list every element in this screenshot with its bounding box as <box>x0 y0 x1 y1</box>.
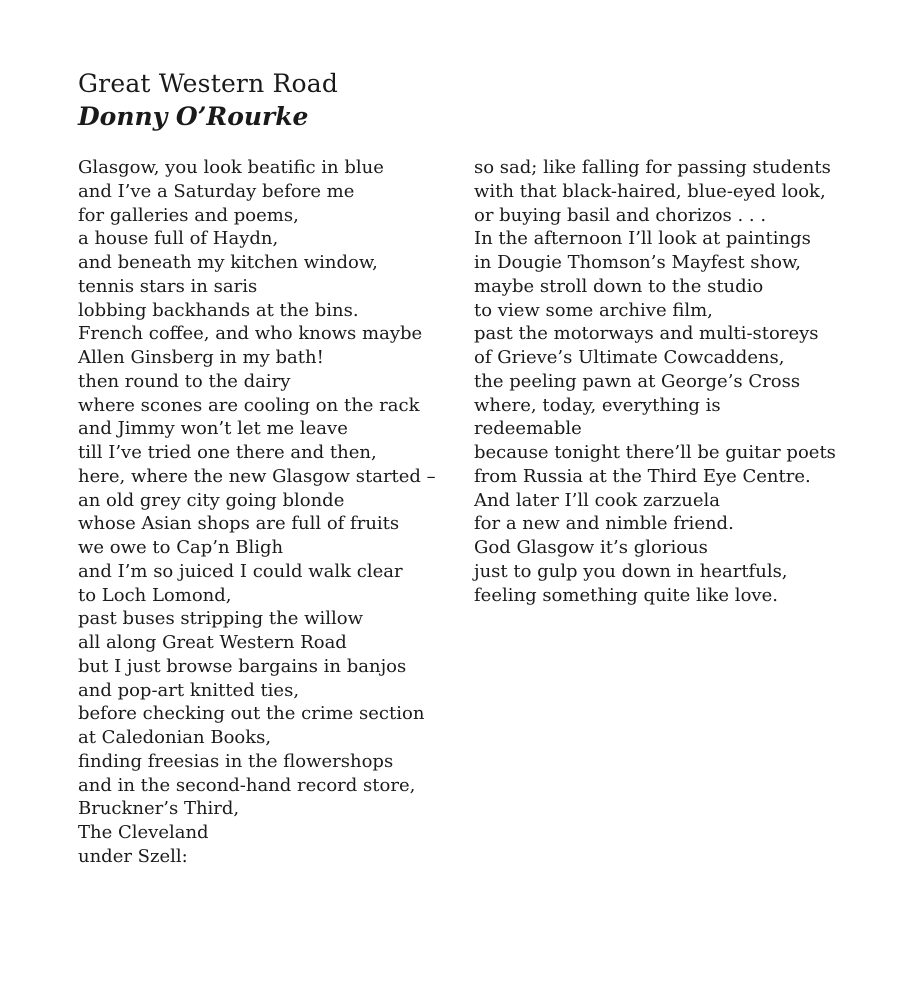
poem-line: In the afternoon I’ll look at paintings <box>474 228 811 250</box>
poem-line: of Grieve’s Ultimate Cowcaddens, <box>474 347 785 368</box>
poem-line: And later I’ll cook zarzuela <box>474 489 721 511</box>
poem-line: because tonight there’ll be guitar poets <box>474 442 836 463</box>
poem-line: for galleries and poems, <box>78 204 299 226</box>
poem-line: and I’m so juiced I could walk clear <box>78 560 403 582</box>
poem-line: past buses stripping the willow <box>78 608 364 630</box>
poem-line: from Russia at the Third Eye Centre. <box>474 465 811 487</box>
poem-line: to view some archive film, <box>474 299 713 321</box>
poem-line: redeemable <box>474 418 582 440</box>
poem-line: and I’ve a Saturday before me <box>78 180 355 202</box>
poem-line: and Jimmy won’t let me leave <box>78 418 348 440</box>
poem-line: Glasgow, you look beatific in blue <box>78 157 384 178</box>
poem-line: or buying basil and chorizos . . . <box>474 204 767 226</box>
poem-line: finding freesias in the flowershops <box>78 750 394 772</box>
poem-line: just to gulp you down in heartfuls, <box>474 560 788 582</box>
poem-line: all along Great Western Road <box>78 632 347 653</box>
poem-line: the peeling pawn at George’s Cross <box>474 370 801 392</box>
poem-line: before checking out the crime section <box>78 703 425 725</box>
poem-line: Bruckner’s Third, <box>78 798 240 820</box>
poem-line: whose Asian shops are full of fruits <box>78 513 400 535</box>
poem-line: God Glasgow it’s glorious <box>474 537 708 558</box>
poem-column-right <box>474 156 836 607</box>
poem-line: for a new and nimble friend. <box>474 513 734 535</box>
poem-line: here, where the new Glasgow started – <box>78 465 436 487</box>
poem-line: and in the second-hand record store, <box>78 774 416 796</box>
poem-line: where, today, everything is <box>474 394 721 416</box>
poem-line: tennis stars in saris <box>78 275 258 297</box>
poem-line: and pop-art knitted ties, <box>78 679 300 701</box>
poem-line: but I just browse bargains in banjos <box>78 655 407 677</box>
poem-line: French coffee, and who knows maybe <box>78 323 423 345</box>
poem-column-left <box>78 156 436 869</box>
poem-author: Donny O’Rourke <box>78 102 309 131</box>
poem-line: at Caledonian Books, <box>78 727 272 748</box>
poem-line: past the motorways and multi-storeys <box>474 323 819 345</box>
poem-title: Great Western Road <box>78 69 339 98</box>
poem-line: till I’ve tried one there and then, <box>78 442 377 463</box>
poem-line: so sad; like falling for passing students <box>474 157 831 178</box>
poem-line: an old grey city going blonde <box>78 489 345 511</box>
poem-line: and beneath my kitchen window, <box>78 252 378 273</box>
poem-line: with that black-haired, blue-eyed look, <box>474 180 826 202</box>
poem-line: Allen Ginsberg in my bath! <box>78 347 324 368</box>
poem-line: then round to the dairy <box>78 370 291 392</box>
poem-line: where scones are cooling on the rack <box>78 394 420 416</box>
poem-line: maybe stroll down to the studio <box>474 275 764 297</box>
poem-line: The Cleveland <box>78 822 209 843</box>
poem-line: feeling something quite like love. <box>474 584 778 606</box>
poem-line: under Szell: <box>78 845 188 867</box>
poem-line: lobbing backhands at the bins. <box>78 299 359 321</box>
poem-line: in Dougie Thomson’s Mayfest show, <box>474 252 801 273</box>
poem-line: we owe to Cap’n Bligh <box>78 537 284 558</box>
poem-line: a house full of Haydn, <box>78 228 279 250</box>
poem-line: to Loch Lomond, <box>78 584 232 606</box>
